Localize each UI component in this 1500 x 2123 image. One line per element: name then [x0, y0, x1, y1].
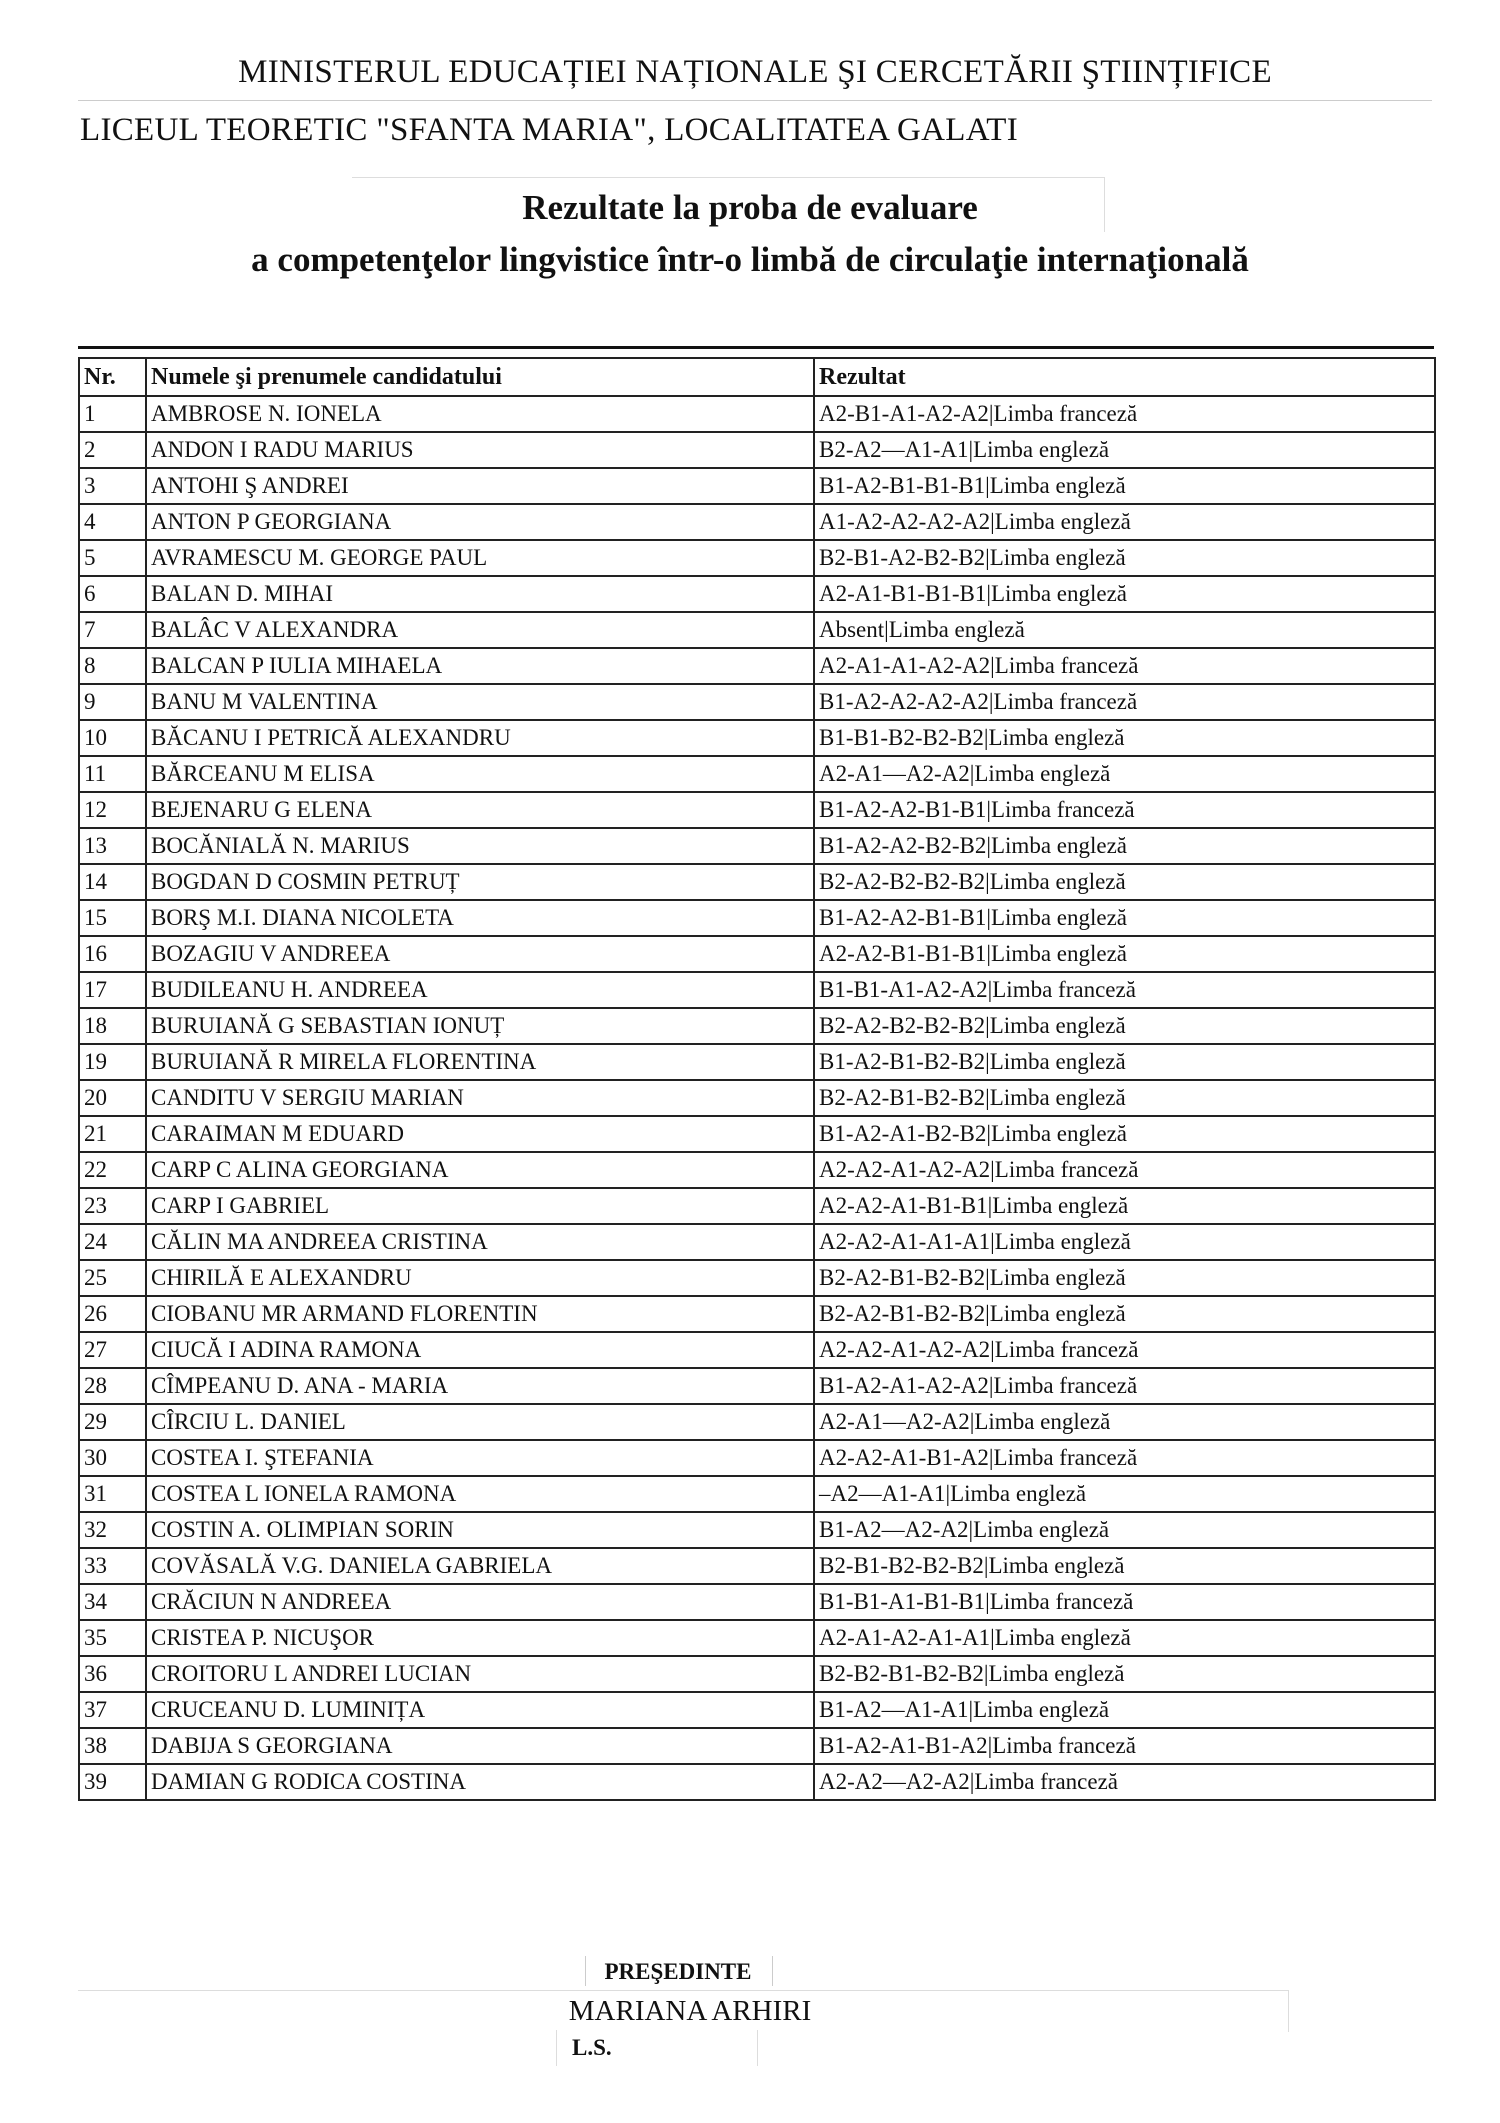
president-name: MARIANA ARHIRI — [568, 1995, 812, 2027]
cell-nr: 17 — [79, 972, 146, 1008]
column-header-name: Numele şi prenumele candidatului — [146, 358, 814, 396]
cell-nr: 6 — [79, 576, 146, 612]
cell-candidate-name: BANU M VALENTINA — [146, 684, 814, 720]
cell-nr: 21 — [79, 1116, 146, 1152]
cell-result: B1-A2-A2-B1-B1|Limba franceză — [814, 792, 1435, 828]
table-row — [79, 1152, 1435, 1188]
cell-candidate-name: CHIRILĂ E ALEXANDRU — [146, 1260, 814, 1296]
table-row — [79, 1620, 1435, 1656]
cell-candidate-name: BALCAN P IULIA MIHAELA — [146, 648, 814, 684]
cell-nr: 34 — [79, 1584, 146, 1620]
cell-candidate-name: BALAN D. MIHAI — [146, 576, 814, 612]
cell-result: A2-A1—A2-A2|Limba engleză — [814, 756, 1435, 792]
cell-result: –A2—A1-A1|Limba engleză — [814, 1476, 1435, 1512]
table-row — [79, 540, 1435, 576]
cell-nr: 11 — [79, 756, 146, 792]
table-row — [79, 1188, 1435, 1224]
table-row — [79, 1224, 1435, 1260]
table-row — [79, 864, 1435, 900]
ministry-header: MINISTERUL EDUCAȚIEI NAȚIONALE ŞI CERCETĂRII ŞTIINȚIFICE — [238, 54, 1272, 90]
table-row — [79, 756, 1435, 792]
cell-candidate-name: BOZAGIU V ANDREEA — [146, 936, 814, 972]
cell-result: A2-A2-A1-A2-A2|Limba franceză — [814, 1152, 1435, 1188]
cell-candidate-name: BORŞ M.I. DIANA NICOLETA — [146, 900, 814, 936]
cell-nr: 38 — [79, 1728, 146, 1764]
cell-candidate-name: CRUCEANU D. LUMINIȚA — [146, 1692, 814, 1728]
cell-nr: 16 — [79, 936, 146, 972]
cell-result: A2-A1-A2-A1-A1|Limba engleză — [814, 1620, 1435, 1656]
cell-candidate-name: CARP C ALINA GEORGIANA — [146, 1152, 814, 1188]
cell-nr: 5 — [79, 540, 146, 576]
cell-result: B1-A2-A2-B2-B2|Limba engleză — [814, 828, 1435, 864]
table-row — [79, 936, 1435, 972]
cell-result: A2-A1-B1-B1-B1|Limba engleză — [814, 576, 1435, 612]
cell-candidate-name: BOCĂNIALĂ N. MARIUS — [146, 828, 814, 864]
cell-candidate-name: COSTEA I. ŞTEFANIA — [146, 1440, 814, 1476]
cell-nr: 14 — [79, 864, 146, 900]
cell-result: A2-A2-A1-B1-B1|Limba engleză — [814, 1188, 1435, 1224]
cell-nr: 26 — [79, 1296, 146, 1332]
cell-candidate-name: DAMIAN G RODICA COSTINA — [146, 1764, 814, 1800]
table-row — [79, 972, 1435, 1008]
cell-candidate-name: ANDON I RADU MARIUS — [146, 432, 814, 468]
table-row — [79, 1008, 1435, 1044]
cell-result: B2-A2-B1-B2-B2|Limba engleză — [814, 1296, 1435, 1332]
cell-candidate-name: BALÂC V ALEXANDRA — [146, 612, 814, 648]
table-row — [79, 396, 1435, 432]
table-row — [79, 1332, 1435, 1368]
header-divider — [78, 100, 1432, 101]
cell-result: B2-A2-B1-B2-B2|Limba engleză — [814, 1080, 1435, 1116]
cell-candidate-name: CRĂCIUN N ANDREEA — [146, 1584, 814, 1620]
cell-nr: 22 — [79, 1152, 146, 1188]
table-row — [79, 1764, 1435, 1800]
cell-nr: 33 — [79, 1548, 146, 1584]
cell-candidate-name: DABIJA S GEORGIANA — [146, 1728, 814, 1764]
cell-candidate-name: BĂRCEANU M ELISA — [146, 756, 814, 792]
cell-result: A2-A2-B1-B1-B1|Limba engleză — [814, 936, 1435, 972]
cell-candidate-name: BURUIANĂ R MIRELA FLORENTINA — [146, 1044, 814, 1080]
cell-result: A2-A2-A1-A1-A1|Limba engleză — [814, 1224, 1435, 1260]
cell-nr: 32 — [79, 1512, 146, 1548]
cell-result: B1-A2-A2-B1-B1|Limba engleză — [814, 900, 1435, 936]
table-row — [79, 612, 1435, 648]
cell-result: A2-A2-A1-A2-A2|Limba franceză — [814, 1332, 1435, 1368]
cell-nr: 35 — [79, 1620, 146, 1656]
cell-candidate-name: COSTEA L IONELA RAMONA — [146, 1476, 814, 1512]
cell-candidate-name: BEJENARU G ELENA — [146, 792, 814, 828]
column-header-result: Rezultat — [814, 358, 1435, 396]
cell-nr: 29 — [79, 1404, 146, 1440]
cell-nr: 39 — [79, 1764, 146, 1800]
table-row — [79, 792, 1435, 828]
table-row — [79, 1692, 1435, 1728]
cell-candidate-name: CARP I GABRIEL — [146, 1188, 814, 1224]
cell-candidate-name: COVĂSALĂ V.G. DANIELA GABRIELA — [146, 1548, 814, 1584]
cell-nr: 36 — [79, 1656, 146, 1692]
cell-nr: 37 — [79, 1692, 146, 1728]
document-title: Rezultate la proba de evaluare — [522, 188, 978, 227]
cell-candidate-name: CĂLIN MA ANDREEA CRISTINA — [146, 1224, 814, 1260]
cell-result: B1-A2-B1-B2-B2|Limba engleză — [814, 1044, 1435, 1080]
cell-candidate-name: CÎRCIU L. DANIEL — [146, 1404, 814, 1440]
cell-nr: 19 — [79, 1044, 146, 1080]
cell-candidate-name: AVRAMESCU M. GEORGE PAUL — [146, 540, 814, 576]
cell-nr: 30 — [79, 1440, 146, 1476]
stamp-label: L.S. — [572, 2035, 612, 2060]
table-row — [79, 1728, 1435, 1764]
table-row — [79, 684, 1435, 720]
cell-result: B1-B1-A1-A2-A2|Limba franceză — [814, 972, 1435, 1008]
table-row — [79, 828, 1435, 864]
signature-divider-edge — [1288, 1990, 1289, 2032]
results-table — [78, 357, 1436, 1801]
cell-result: A2-A1—A2-A2|Limba engleză — [814, 1404, 1435, 1440]
cell-nr: 20 — [79, 1080, 146, 1116]
cell-result: B1-A2-A2-A2-A2|Limba franceză — [814, 684, 1435, 720]
cell-nr: 28 — [79, 1368, 146, 1404]
signature-divider — [78, 1990, 1288, 1991]
cell-result: A2-A2-A1-B1-A2|Limba franceză — [814, 1440, 1435, 1476]
cell-result: B2-A2-B2-B2-B2|Limba engleză — [814, 864, 1435, 900]
table-row — [79, 468, 1435, 504]
cell-result: B1-A2-A1-B2-B2|Limba engleză — [814, 1116, 1435, 1152]
table-row — [79, 1440, 1435, 1476]
cell-result: A2-A1-A1-A2-A2|Limba franceză — [814, 648, 1435, 684]
cell-nr: 2 — [79, 432, 146, 468]
cell-candidate-name: AMBROSE N. IONELA — [146, 396, 814, 432]
table-row — [79, 1584, 1435, 1620]
cell-result: A2-A2—A2-A2|Limba franceză — [814, 1764, 1435, 1800]
table-row — [79, 1296, 1435, 1332]
cell-nr: 8 — [79, 648, 146, 684]
cell-nr: 31 — [79, 1476, 146, 1512]
cell-nr: 3 — [79, 468, 146, 504]
table-row — [79, 1476, 1435, 1512]
cell-nr: 23 — [79, 1188, 146, 1224]
president-role: PREŞEDINTE — [604, 1959, 752, 1984]
cell-result: A1-A2-A2-A2-A2|Limba engleză — [814, 504, 1435, 540]
cell-candidate-name: ANTOHI Ş ANDREI — [146, 468, 814, 504]
table-row — [79, 1116, 1435, 1152]
document-subtitle: a competenţelor lingvistice într-o limbă de circulaţie internaţională — [251, 240, 1249, 279]
cell-candidate-name: CANDITU V SERGIU MARIAN — [146, 1080, 814, 1116]
cell-candidate-name: BURUIANĂ G SEBASTIAN IONUȚ — [146, 1008, 814, 1044]
cell-candidate-name: CARAIMAN M EDUARD — [146, 1116, 814, 1152]
cell-result: B2-B1-B2-B2-B2|Limba engleză — [814, 1548, 1435, 1584]
table-row — [79, 1368, 1435, 1404]
cell-nr: 18 — [79, 1008, 146, 1044]
cell-candidate-name: CROITORU L ANDREI LUCIAN — [146, 1656, 814, 1692]
table-row — [79, 1548, 1435, 1584]
cell-result: B2-B2-B1-B2-B2|Limba engleză — [814, 1656, 1435, 1692]
cell-result: B1-A2—A1-A1|Limba engleză — [814, 1692, 1435, 1728]
cell-nr: 4 — [79, 504, 146, 540]
cell-candidate-name: COSTIN A. OLIMPIAN SORIN — [146, 1512, 814, 1548]
cell-nr: 15 — [79, 900, 146, 936]
cell-nr: 13 — [79, 828, 146, 864]
cell-result: B2-A2-B1-B2-B2|Limba engleză — [814, 1260, 1435, 1296]
cell-result: A2-B1-A1-A2-A2|Limba franceză — [814, 396, 1435, 432]
cell-result: B1-A2-A1-B1-A2|Limba franceză — [814, 1728, 1435, 1764]
table-row — [79, 504, 1435, 540]
cell-candidate-name: CIUCĂ I ADINA RAMONA — [146, 1332, 814, 1368]
table-row — [79, 648, 1435, 684]
cell-candidate-name: BUDILEANU H. ANDREEA — [146, 972, 814, 1008]
cell-nr: 12 — [79, 792, 146, 828]
cell-result: B1-A2-A1-A2-A2|Limba franceză — [814, 1368, 1435, 1404]
cell-result: B1-B1-A1-B1-B1|Limba franceză — [814, 1584, 1435, 1620]
cell-candidate-name: CRISTEA P. NICUŞOR — [146, 1620, 814, 1656]
cell-candidate-name: BĂCANU I PETRICĂ ALEXANDRU — [146, 720, 814, 756]
cell-nr: 7 — [79, 612, 146, 648]
cell-result: B1-A2-B1-B1-B1|Limba engleză — [814, 468, 1435, 504]
cell-result: B2-A2-B2-B2-B2|Limba engleză — [814, 1008, 1435, 1044]
table-row — [79, 1044, 1435, 1080]
cell-nr: 27 — [79, 1332, 146, 1368]
cell-result: Absent|Limba engleză — [814, 612, 1435, 648]
table-header-row — [79, 358, 1435, 396]
table-body — [79, 396, 1435, 1800]
table-row — [79, 1080, 1435, 1116]
cell-nr: 1 — [79, 396, 146, 432]
column-header-nr: Nr. — [79, 358, 146, 396]
table-row — [79, 1260, 1435, 1296]
cell-result: B1-B1-B2-B2-B2|Limba engleză — [814, 720, 1435, 756]
cell-candidate-name: CIOBANU MR ARMAND FLORENTIN — [146, 1296, 814, 1332]
cell-nr: 25 — [79, 1260, 146, 1296]
cell-candidate-name: ANTON P GEORGIANA — [146, 504, 814, 540]
table-row — [79, 900, 1435, 936]
cell-candidate-name: CÎMPEANU D. ANA - MARIA — [146, 1368, 814, 1404]
cell-nr: 10 — [79, 720, 146, 756]
table-top-rule — [78, 346, 1434, 349]
table-row — [79, 432, 1435, 468]
cell-candidate-name: BOGDAN D COSMIN PETRUȚ — [146, 864, 814, 900]
cell-result: B1-A2—A2-A2|Limba engleză — [814, 1512, 1435, 1548]
cell-result: B2-A2—A1-A1|Limba engleză — [814, 432, 1435, 468]
table-row — [79, 720, 1435, 756]
table-row — [79, 1656, 1435, 1692]
cell-nr: 24 — [79, 1224, 146, 1260]
table-row — [79, 1512, 1435, 1548]
school-name: LICEUL TEORETIC "SFANTA MARIA", LOCALITATEA GALATI — [80, 112, 1018, 148]
cell-nr: 9 — [79, 684, 146, 720]
table-row — [79, 576, 1435, 612]
cell-result: B2-B1-A2-B2-B2|Limba engleză — [814, 540, 1435, 576]
table-row — [79, 1404, 1435, 1440]
